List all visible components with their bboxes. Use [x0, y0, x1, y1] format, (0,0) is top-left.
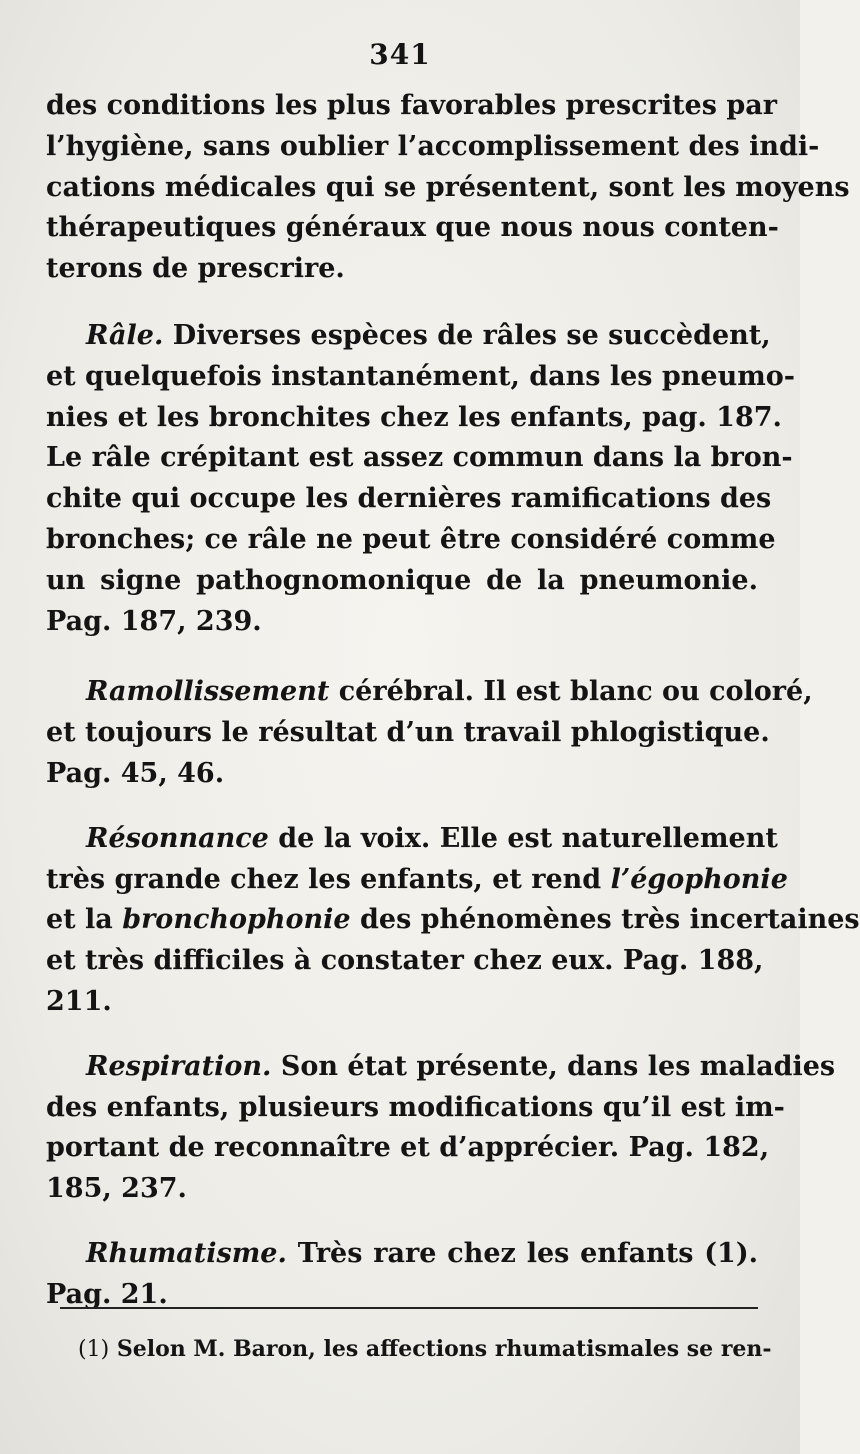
entry-resonnance	[46, 819, 860, 1023]
text-line: Râle. Diverses espèces de râles se succèdent,	[86, 319, 771, 351]
page-number: 341	[369, 38, 431, 71]
text-line: nies et les bronchites chez les enfants, pag. 187.	[46, 401, 782, 433]
footnote-rule	[60, 1307, 758, 1309]
text-line: et toujours le résultat d’un travail phlogistique.	[46, 717, 770, 749]
text-line: Le râle crépitant est assez commun dans la bron-	[46, 442, 793, 474]
text-line: Rhumatisme. Très rare chez les enfants (1).	[86, 1237, 758, 1269]
page-body	[46, 86, 860, 1316]
text-line: 185, 237.	[46, 1173, 187, 1205]
text-line: chite qui occupe les dernières ramifications des	[46, 483, 772, 515]
entry-rale	[46, 316, 796, 642]
text-line: l’hygiène, sans oublier l’accomplissement des indi-	[46, 130, 820, 162]
paragraph-continuation	[46, 86, 850, 290]
text-line: cations médicales qui se présentent, sont les moyens	[46, 171, 850, 203]
entry-term: Résonnance	[86, 822, 269, 854]
text-line: bronches; ce râle ne peut être considéré comme	[46, 523, 776, 555]
text-line: et quelquefois instantanément, dans les pneumo-	[46, 360, 796, 392]
entry-term: Rhumatisme.	[86, 1237, 287, 1269]
entry-rhumatisme	[46, 1234, 758, 1316]
text-line: Résonnance de la voix. Elle est naturellement	[86, 822, 778, 854]
text-line: et la bronchophonie des phénomènes très incertaines	[46, 904, 860, 936]
text-line: thérapeutiques généraux que nous nous conten-	[46, 212, 779, 244]
text-line: Ramollissement cérébral. Il est blanc ou coloré,	[86, 676, 813, 708]
text-line: Pag. 45, 46.	[46, 757, 225, 789]
footnote-marker: (1)	[78, 1337, 110, 1362]
text-line: 211.	[46, 985, 112, 1017]
entry-ramollissement	[46, 672, 813, 794]
text-line: terons de prescrire.	[46, 253, 345, 285]
footnote	[78, 1334, 772, 1365]
text-line: et très difficiles à constater chez eux. Pag. 188,	[46, 945, 764, 977]
text-line: des conditions les plus favorables prescrites par	[46, 90, 777, 121]
entry-term: Respiration.	[86, 1050, 272, 1082]
text-line: portant de reconnaître et d’apprécier. Pag. 182,	[46, 1132, 770, 1164]
text-line: Respiration. Son état présente, dans les maladies	[86, 1050, 836, 1082]
entry-term: Râle.	[86, 319, 164, 351]
entry-respiration	[46, 1047, 836, 1210]
footnote-text: Selon M. Baron, les affections rhumatismales se ren-	[109, 1336, 772, 1362]
entry-term: Ramollissement	[86, 676, 330, 708]
text-line: un signe pathognomonique de la pneumonie.	[46, 564, 758, 596]
text-line: Pag. 21.	[46, 1278, 168, 1310]
text-line: Pag. 187, 239.	[46, 605, 262, 637]
text-line: très grande chez les enfants, et rend l’égophonie	[46, 863, 788, 895]
text-line: des enfants, plusieurs modifications qu’il est im-	[46, 1091, 785, 1123]
